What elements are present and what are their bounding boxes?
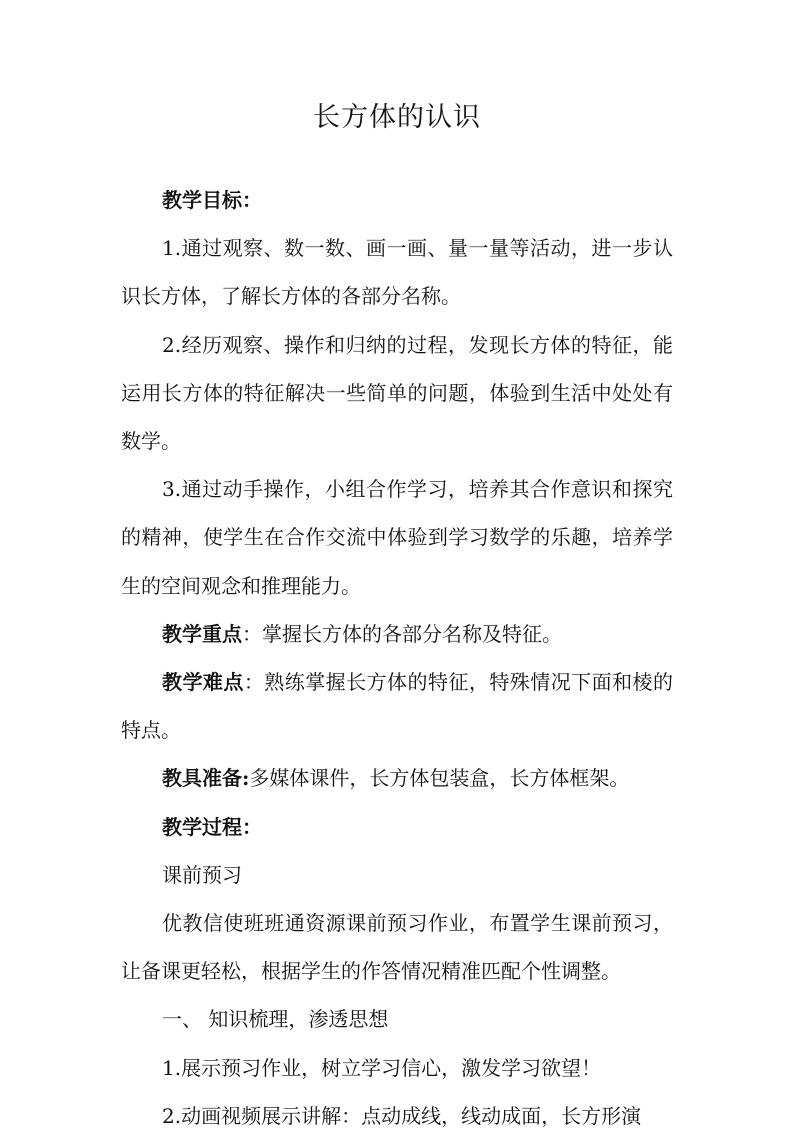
objectives-heading: 教学目标：: [162, 188, 262, 212]
objective-item-1: 1.通过观察、数一数、画一画、量一量等活动，进一步认识长方体，了解长方体的各部分名称。: [121, 236, 673, 309]
preview-text: 优教信使班班通资源课前预习作业，布置学生课前预习，让备课更轻松，根据学生的作答情况精准匹配个性调整。: [121, 911, 673, 984]
materials-paragraph: [121, 754, 673, 802]
process-heading: 教学过程：: [162, 814, 262, 839]
objective-item-2: 2.经历观察、操作和归纳的过程，发现长方体的特征，能运用长方体的特征解决一些简单的问题，体验到生活中处处有数学。: [121, 332, 673, 454]
difficulty-label: 教学难点: [162, 670, 244, 695]
difficulty-text: ：熟练掌握长方体的特征，特殊情况下面和棱的特点。: [121, 670, 674, 743]
section-1-title: 一、 知识梳理，渗透思想: [162, 1007, 389, 1032]
step-1: 1.展示预习作业，树立学习信心，激发学习欲望！: [162, 1055, 602, 1080]
key-point-text: ：掌握长方体的各部分名称及特征。: [242, 621, 562, 646]
key-point-label: 教学重点: [162, 621, 242, 646]
objective-item-3: 3.通过动手操作，小组合作学习，培养其合作意识和探究的精神，使学生在合作交流中体验到学习数学的乐趣，培养学生的空间观念和推理能力。: [121, 477, 673, 598]
step-2: 2.动画视频展示讲解：点动成线，线动成面，长方形演: [162, 1103, 642, 1128]
difficulty-paragraph: [121, 658, 673, 754]
preview-title: 课前预习: [162, 862, 242, 887]
key-point-paragraph: [121, 610, 673, 658]
materials-label: 教具准备:: [162, 766, 250, 791]
page-title: 长方体的认识: [313, 102, 481, 133]
document-body: [121, 176, 673, 1140]
materials-text: 多媒体课件，长方体包装盒，长方体框架。: [249, 766, 630, 791]
